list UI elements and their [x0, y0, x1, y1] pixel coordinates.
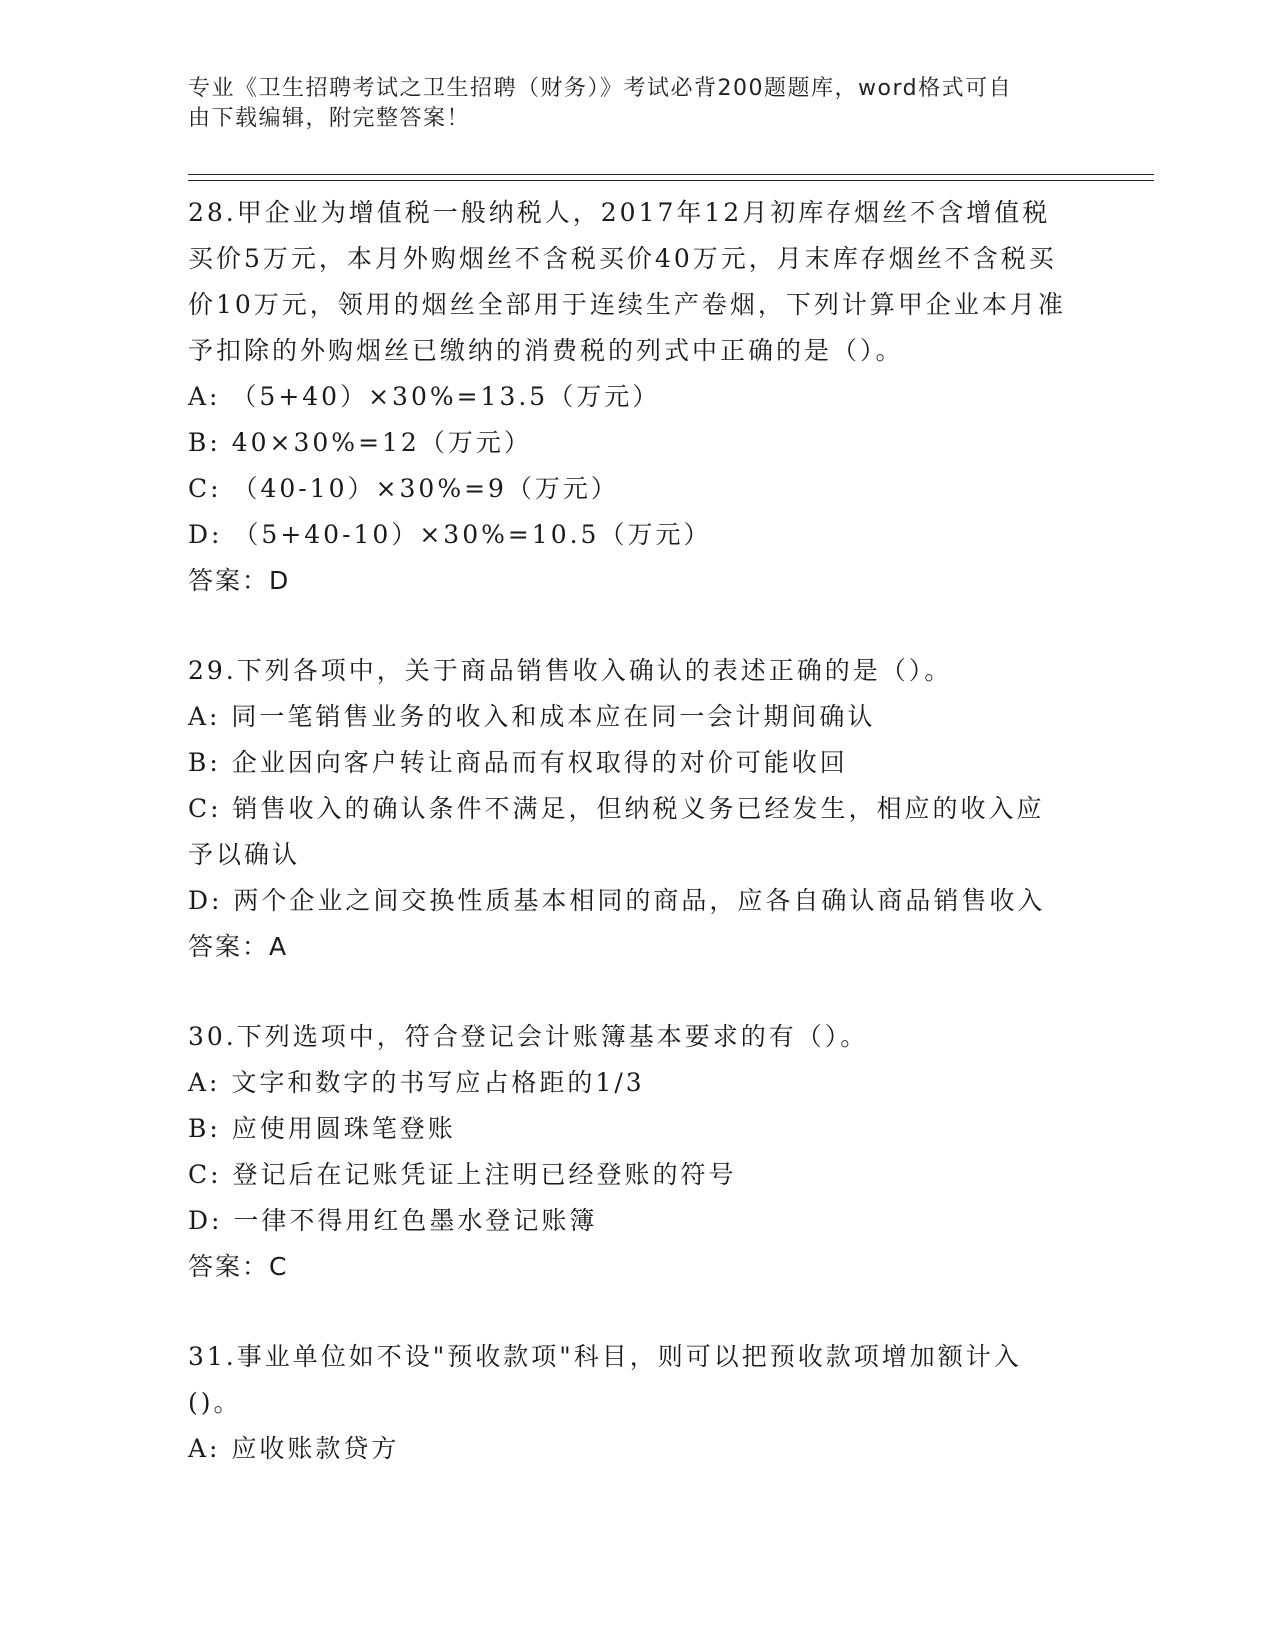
option-c: C: 登记后在记账凭证上注明已经登账的符号	[188, 1160, 737, 1189]
option-b: B: 40×30%=12（万元）	[188, 428, 532, 457]
answer: 答案：C	[188, 1252, 289, 1281]
header-rule-top	[188, 174, 1154, 175]
question-stem: 30.下列选项中，符合登记会计账簿基本要求的有（）。	[188, 1022, 869, 1051]
question-31	[188, 1334, 1068, 1472]
question-28	[188, 190, 1068, 604]
question-stem: 29.下列各项中，关于商品销售收入确认的表述正确的是（）。	[188, 656, 953, 685]
option-b: B: 企业因向客户转让商品而有权取得的对价可能收回	[188, 748, 848, 777]
header-line-2: 由下载编辑，附完整答案！	[188, 106, 471, 131]
option-d: D: 一律不得用红色墨水登记账簿	[188, 1206, 598, 1235]
question-stem: 31.事业单位如不设"预收款项"科目，则可以把预收款项增加额计入()。	[188, 1342, 1022, 1417]
option-a: A: 应收账款贷方	[188, 1434, 400, 1463]
option-c: C: 销售收入的确认条件不满足，但纳税义务已经发生，相应的收入应予以确认	[188, 794, 1045, 869]
answer: 答案：D	[188, 566, 291, 595]
option-a: A: 文字和数字的书写应占格距的1/3	[188, 1068, 645, 1097]
question-list	[188, 190, 1068, 1516]
header-line-1: 专业《卫生招聘考试之卫生招聘（财务）》考试必背200题题库，word格式可自	[188, 76, 1013, 101]
option-c: C: （40-10）×30%=9（万元）	[188, 474, 619, 503]
document-header	[188, 74, 1068, 134]
option-d: D: （5+40-10）×30%=10.5（万元）	[188, 520, 712, 549]
option-a: A: （5+40）×30%=13.5（万元）	[188, 382, 661, 411]
question-stem: 28.甲企业为增值税一般纳税人，2017年12月初库存烟丝不含增值税买价5万元，本月外购烟丝不含税买价40万元，月末库存烟丝不含税买价10万元，领用的烟丝全部用于连续生产卷烟，下列计算甲企业本月准予扣除的外购烟丝已缴纳的消费税的列式中正确的是（）。	[188, 198, 1066, 365]
header-rule-bottom	[188, 180, 1154, 181]
option-d: D: 两个企业之间交换性质基本相同的商品，应各自确认商品销售收入	[188, 886, 1046, 915]
question-30	[188, 1014, 1068, 1290]
option-b: B: 应使用圆珠笔登账	[188, 1114, 456, 1143]
answer: 答案：A	[188, 932, 289, 961]
question-29	[188, 648, 1068, 970]
option-a: A: 同一笔销售业务的收入和成本应在同一会计期间确认	[188, 702, 876, 731]
